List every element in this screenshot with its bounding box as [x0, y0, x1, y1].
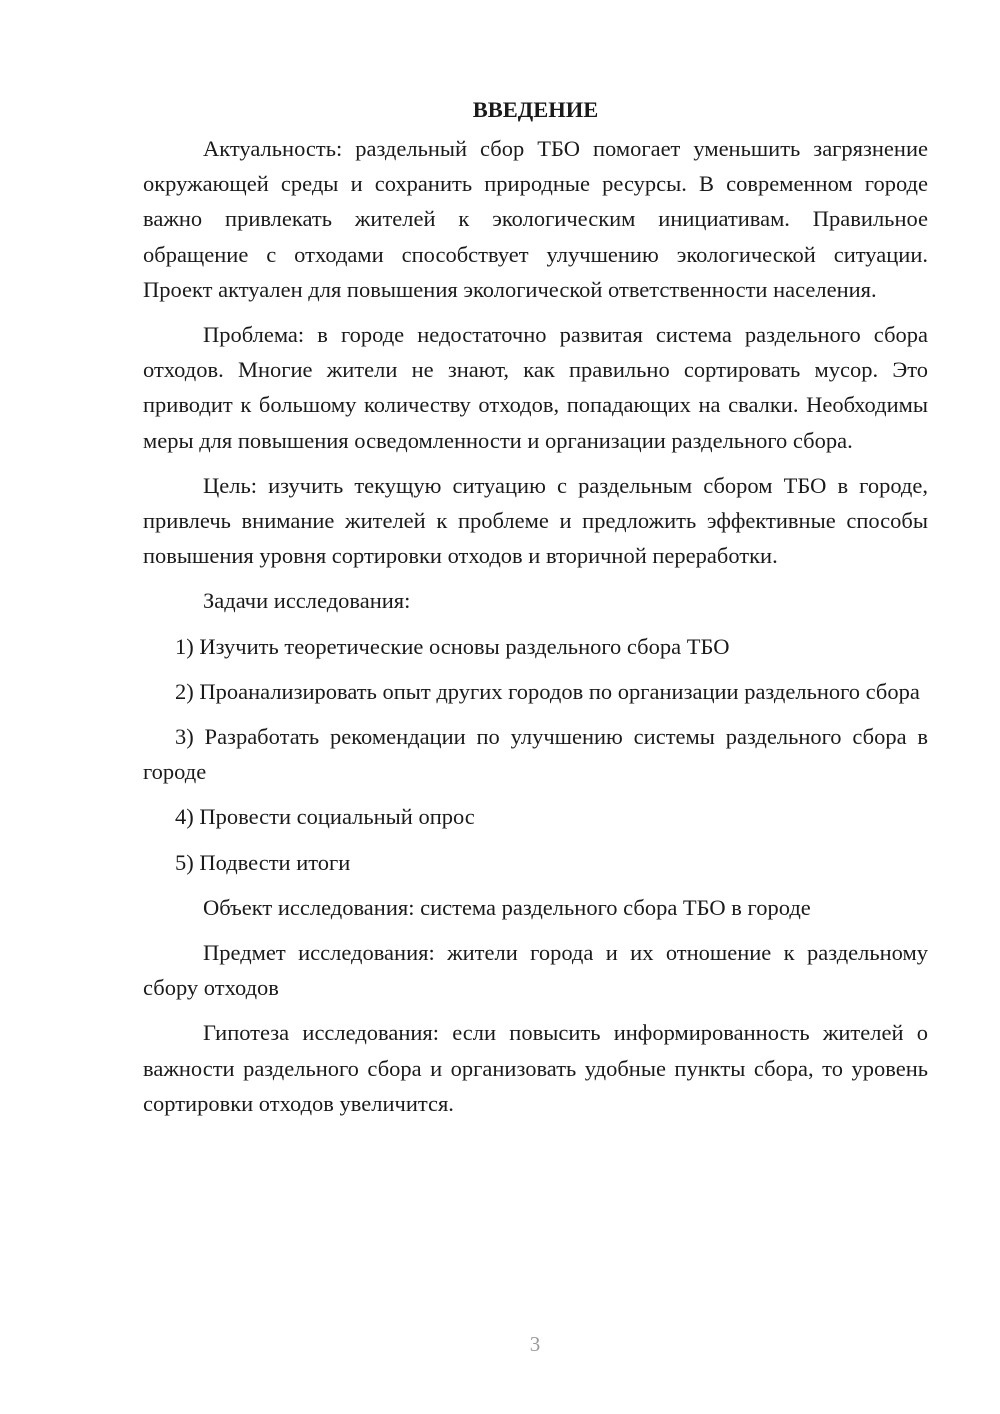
- task-item: 1) Изучить теоретические основы раздельного сбора ТБО: [175, 633, 730, 659]
- task-item: 2) Проанализировать опыт других городов по организации раздельного сбора: [175, 678, 920, 704]
- document-page: [143, 92, 928, 1131]
- page-number: 3: [529, 1332, 541, 1356]
- problem-paragraph: Проблема: в городе недостаточно развитая система раздельного сбора отходов. Многие жители не знают, как правильно сортировать мусор. Это приводит к большому количеству отходов, попадающих на свалки. Необходимы меры для повышения осведомленности и организации раздельного сбора.: [143, 322, 928, 453]
- subject-paragraph: Предмет исследования: жители города и их отношение к раздельному сбору отходов: [143, 940, 928, 1001]
- tasks-heading: Задачи исследования:: [203, 588, 411, 614]
- object-paragraph: Объект исследования: система раздельного сбора ТБО в городе: [203, 894, 811, 920]
- task-item: 3) Разработать рекомендации по улучшению системы раздельного сбора в городе: [143, 724, 928, 785]
- hypothesis-paragraph: Гипотеза исследования: если повысить информированность жителей о важности раздельного сбора и организовать удобные пункты сбора, то уровень сортировки отходов увеличится.: [143, 1020, 928, 1116]
- relevance-paragraph: Актуальность: раздельный сбор ТБО помогает уменьшить загрязнение окружающей среды и сохранить природные ресурсы. В современном городе важно привлекать жителей к экологическим инициативам. Правильное обращение с отходами способствует улучшению экологической ситуации. Проект актуален для повышения экологической ответственности населения.: [143, 136, 928, 302]
- section-title: ВВЕДЕНИЕ: [472, 97, 599, 122]
- task-item: 4) Провести социальный опрос: [175, 804, 475, 830]
- task-item: 5) Подвести итоги: [175, 849, 351, 875]
- goal-paragraph: Цель: изучить текущую ситуацию с раздельным сбором ТБО в городе, привлечь внимание жителей к проблеме и предложить эффективные способы повышения уровня сортировки отходов и вторичной переработки.: [143, 472, 928, 569]
